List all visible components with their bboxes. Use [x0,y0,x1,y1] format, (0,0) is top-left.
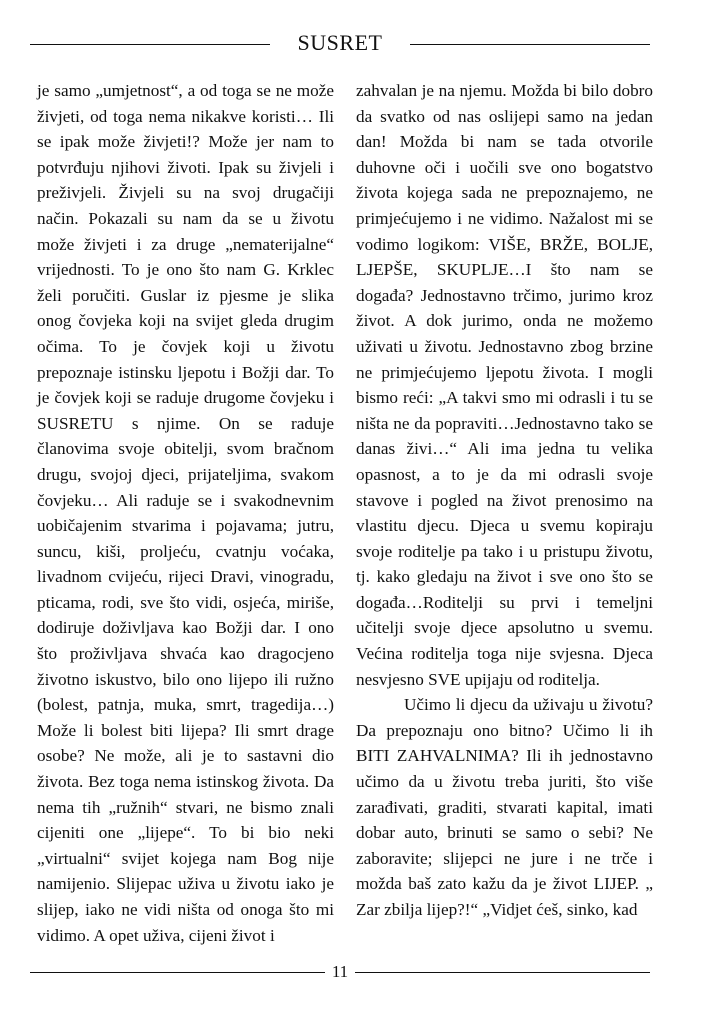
header-rule-left [30,44,270,45]
left-column [37,78,334,948]
paragraph: je samo „umjetnost“, a od toga se ne može živjeti, od toga nema nikakve koristi… Ili se ipak može živjeti!? Može jer nam to potvrđuju njihovi životi. Ipak su živjeli i preživjeli. Živjeli su na svoj drugačiji način. Pokazali su nam da se u životu može živjeti i za druge „nematerijalne“ vrijednosti. To je ono što nam G. Krklec želi poručiti. Guslar iz pjesme je slika onog čovjeka koji na svijet gleda drugim očima. To je čovjek koji u životu prepoznaje istinsku ljepotu i Božji dar. To je čovjek koji se raduje drugome čovjeku i SUSRETU s njime. On se raduje članovima svoje obitelji, svom bračnom drugu, svojoj djeci, prijateljima, svakom čovjeku… Ali raduje se i svakodnevnim uobičajenim stvarima i pojavama; jutru, suncu, kiši, proljeću, cvatnju voćaka, livadnom cvijeću, rijeci Dravi, vinogradu, pticama, rodi, sve što vidi, osjeća, miriše, dodiruje doživljava kao Božji dar. I ono što proživljava shvaća kao dragocjeno životno iskustvo, bilo ono lijepo ili ružno (bolest, patnja, muka, smrt, tragedija…) Može li bolest biti lijepa? Ili smrt drage osobe? Ne može, ali je to sastavni dio života. Bez toga nema istinskog života. Da nema tih „ružnih“ stvari, ne bismo znali cijeniti one „lijepe“. To bi bio neki „virtualni“ svijet kojega nam Bog nije namijenio. Slijepac uživa u životu iako je slijep, iako ne vidi ništa od onoga što mi vidimo. A opet uživa, cijeni život i [37,81,334,945]
header-rule-right [410,44,650,45]
footer-rule-right [355,972,650,973]
page-header [0,30,713,60]
running-title: SUSRET [297,30,383,55]
page-footer [30,962,650,984]
right-column [356,78,653,923]
footer-rule-left [30,972,325,973]
page-number: 11 [331,962,349,981]
paragraph: zahvalan je na njemu. Možda bi bilo dobro da svatko od nas oslijepi samo na jedan dan! Možda bi nam se tada otvorile duhovne oči i uočili sve ono bogatstvo života kojega sada ne prepoznajemo, ne primjećujemo i ne vidimo. Nažalost mi se vodimo logikom: VIŠE, BRŽE, BOLJE, LJEPŠE, SKUPLJE…I što nam se događa? Jednostavno trčimo, jurimo kroz život. A dok jurimo, onda ne možemo uživati u životu. Jednostavno zbog brzine ne primjećujemo ljepotu života. I mogli bismo reći: „A takvi smo mi odrasli i tu se ništa ne da popraviti…Jednostavno tako se danas živi…“ Ali ima jedna tu velika opasnost, a to je da mi odrasli svoje stavove i pogled na život prenosimo na vlastitu djecu. Djeca u svemu kopiraju svoje roditelje pa tako i u pristupu životu, tj. kako gledaju na život i sve ono što se događa…Roditelji su prvi i temeljni učitelji svoje djece apsolutno u svemu. Većina roditelja toga nije svjesna. Djeca nesvjesno SVE upijaju od roditelja. [356,81,653,689]
paragraph: Učimo li djecu da uživaju u životu? Da prepoznaju ono bitno? Učimo li ih BITI ZAHVALNIMA? Ili ih jednostavno učimo da u životu treba juriti, što više zarađivati, graditi, stvarati kapital, imati dobar auto, brinuti se samo o sebi? Ne zaboravite; slijepci ne jure i ne trče i možda baš zato kažu da je život LIJEP. „ Zar zbilja lijep?!“ „Vidjet ćeš, sinko, kad [356,695,653,919]
